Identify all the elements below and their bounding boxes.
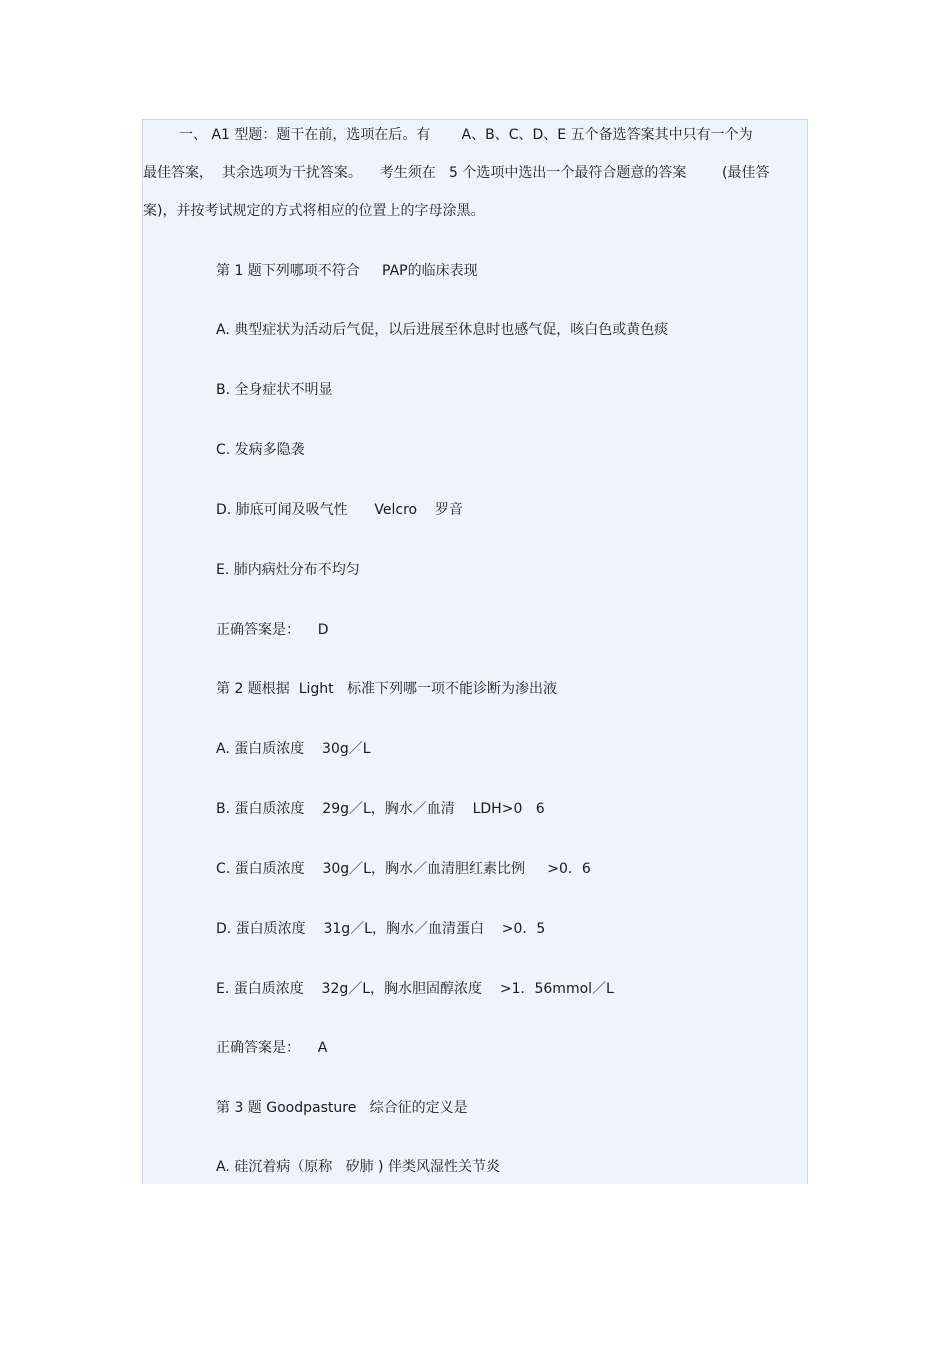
question-1-option-d: D. 肺底可闻及吸气性 Velcro 罗音 <box>216 502 463 518</box>
intro-line-3: 案)，并按考试规定的方式将相应的位置上的字母涂黑。 <box>143 203 485 219</box>
question-1-option-c: C. 发病多隐袭 <box>216 442 305 458</box>
question-1-stem: 第 1 题下列哪项不符合 PAP的临床表现 <box>216 263 478 279</box>
question-2-option-c: C. 蛋白质浓度 30g／L，胸水／血清胆红素比例 >0．6 <box>216 861 591 877</box>
question-1-option-b: B. 全身症状不明显 <box>216 382 333 398</box>
question-3-option-a: A. 硅沉着病（原称 矽肺 ) 伴类风湿性关节炎 <box>216 1159 500 1175</box>
intro-line-2: 最佳答案， 其余选项为干扰答案。 考生须在 5 个选项中选出一个最符合题意的答案 (最佳答 <box>143 165 770 181</box>
question-2-option-b: B. 蛋白质浓度 29g／L，胸水／血清 LDH>0 6 <box>216 801 545 817</box>
question-2-option-a: A. 蛋白质浓度 30g／L <box>216 741 371 757</box>
question-2-stem: 第 2 题根据 Light 标准下列哪一项不能诊断为渗出液 <box>216 681 557 697</box>
question-3-stem: 第 3 题 Goodpasture 综合征的定义是 <box>216 1100 468 1116</box>
question-2-option-e: E. 蛋白质浓度 32g／L，胸水胆固醇浓度 >1．56mmol／L <box>216 981 614 997</box>
question-1-option-e: E. 肺内病灶分布不均匀 <box>216 562 360 578</box>
question-1-option-a: A. 典型症状为活动后气促，以后进展至休息时也感气促，咳白色或黄色痰 <box>216 322 669 338</box>
question-2-option-d: D. 蛋白质浓度 31g／L，胸水／血清蛋白 >0．5 <box>216 921 546 937</box>
question-2-answer: 正确答案是： A <box>216 1040 328 1056</box>
question-1-answer: 正确答案是： D <box>216 622 329 638</box>
intro-line-1: 一、 A1 型题：题干在前，选项在后。有 A、B、C、D、E 五个备选答案其中只有一个为 <box>179 127 753 143</box>
document-panel <box>142 119 808 1184</box>
